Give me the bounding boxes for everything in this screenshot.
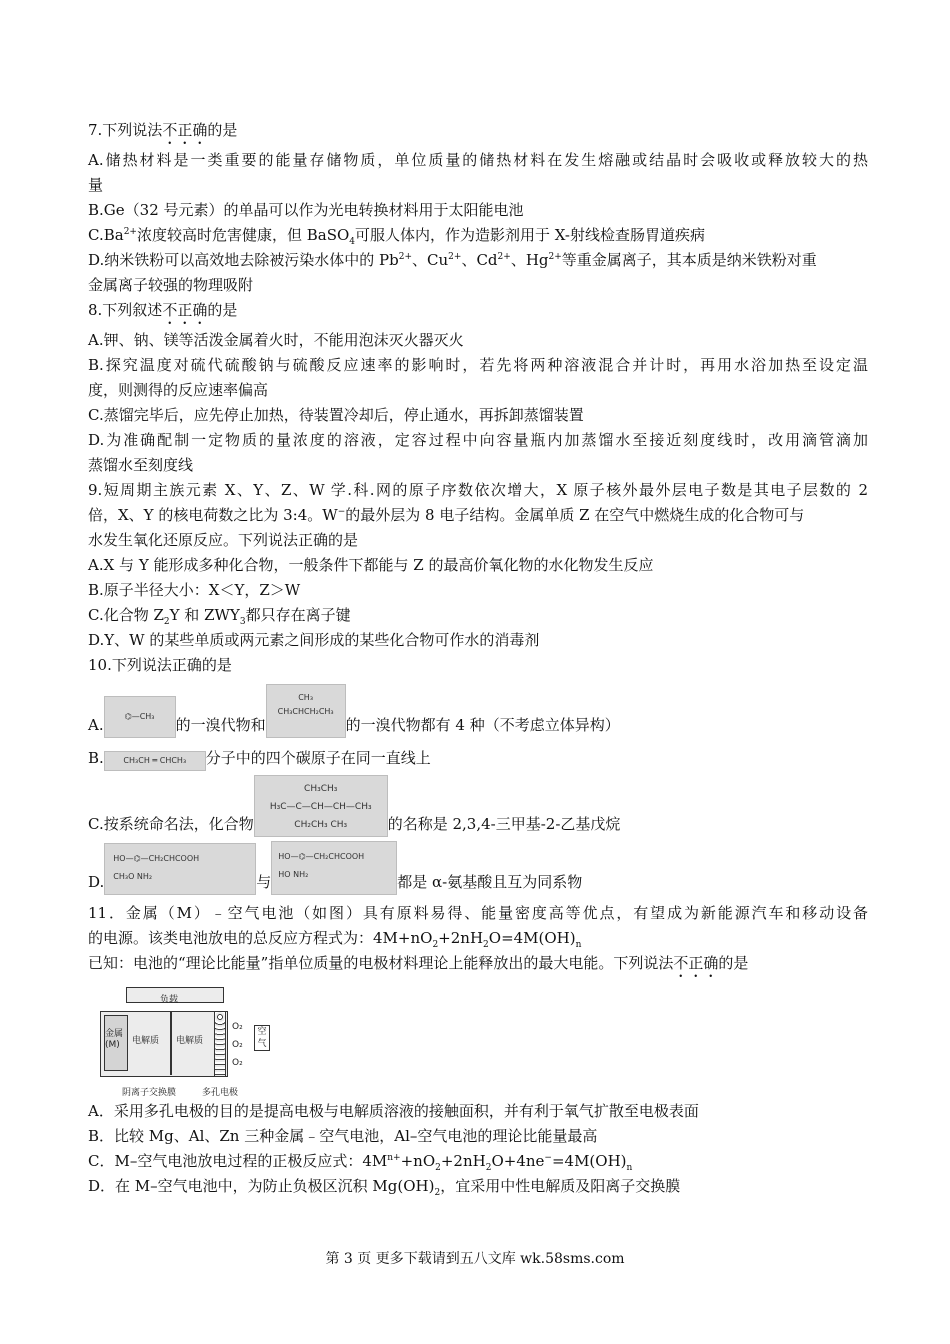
q9-option-c: C.化合物 $Z_2Y$ 和 $ZWY_3$都只存在离子键 [88, 606, 351, 627]
q8-option-d-line2: 蒸馏水至刻度线 [88, 456, 194, 474]
o2-label-2: O₂ [232, 1040, 243, 1050]
membrane-line [170, 1011, 172, 1075]
o2-label-1: O₂ [232, 1022, 243, 1032]
amino-acid-structure-image-1: HO—⌬—CH₂CHCOOH CH₃O NH₂ [104, 843, 256, 895]
q11-stem-line2: 的电源。该类电池放电的总反应方程式为：$4M+nO_2+2nH_2O=4M(OH)_n$ [88, 929, 582, 950]
q8-option-c: C.蒸馏完毕后，应先停止加热，待装置冷却后，停止通水，再拆卸蒸馏装置 [88, 406, 584, 424]
o2-label-3: O₂ [232, 1058, 243, 1068]
q11-option-b: B．比较 Mg、Al、Zn 三种金属﹣空气电池，Al–空气电池的理论比能量最高 [88, 1127, 598, 1145]
membrane-label: 阴离子交换膜 [122, 1088, 177, 1098]
q9-stem-line3: 水发生氧化还原反应。下列说法正确的是 [88, 531, 359, 549]
q11-option-d: D．在 M–空气电池中，为防止负极区沉积 $Mg(OH)_2$，宜采用中性电解质及阳离子交换膜 [88, 1177, 681, 1198]
amino-acid-structure-image-2: HO—⌬—CH₂CHCOOH HO NH₂ [271, 841, 397, 895]
q11-option-c: C．M–空气电池放电过程的正极反应式：$4M^{n+}+nO_2+2nH_2O+4ne^-=4M(OH)_n$ [88, 1152, 633, 1173]
metal-air-battery-diagram [98, 985, 273, 1098]
q10-option-b: B. CH₃CH ═ CHCH₃ 分子中的四个碳原子在同一直线上 [88, 746, 868, 771]
q9-stem-line1: 9.短周期主族元素 X、Y、Z、W 学.科.网的原子序数依次增大，X 原子核外最外层电子数是其电子层数的 2 [88, 481, 868, 499]
q8-option-b-line2: 度，则测得的反应速率偏高 [88, 381, 269, 399]
load-label: 负载 [160, 995, 179, 1005]
2-butene-structure-image: CH₃CH ═ CHCH₃ [104, 751, 206, 771]
q11-stem-line1: 11．金属（M）﹣空气电池（如图）具有原料易得、能量密度高等优点，有望成为新能源汽车和移动设备 [88, 904, 868, 922]
q9-stem-line2: 倍，X、Y 的核电荷数之比为 3:4。W−的最外层为 8 电子结构。金属单质 Z 在空气中燃烧生成的化合物可与 [88, 506, 805, 524]
q9-option-b: B.原子半径大小：X＜Y，Z＞W [88, 581, 301, 599]
q7-option-d-line1: D.纳米铁粉可以高效地去除被污染水体中的 $Pb^{2+}$、$Cu^{2+}$、$Cd^{2+}$、$Hg^{2+}$等重金属离子，其本质是纳米铁粉对重 [88, 251, 817, 269]
q7-option-c: $C.Ba^{2+}$浓度较高时危害健康，但 BaSO$_4$可服人体内，作为造影剂用于 X-射线检查肠胃道疾病 [88, 226, 705, 247]
exam-page [88, 118, 868, 1199]
q7-option-d-line2: 金属离子较强的物理吸附 [88, 276, 254, 294]
q8-stem: 8.下列叙述不正确的是 [88, 301, 238, 319]
q8-option-a: A.钾、钠、镁等活泼金属着火时，不能用泡沫灭火器灭火 [88, 331, 464, 349]
q7-option-a-line1: A.储热材料是一类重要的能量存储物质，单位质量的储热材料在发生熔融或结晶时会吸收或释放较大的热 [88, 151, 868, 169]
electrode-label: 多孔电极 [202, 1088, 239, 1098]
electrolyte-label-1: 电解质 [132, 1036, 160, 1046]
page-footer: 第 3 页 更多下载请到五八文库 wk.58sms.com [325, 1251, 625, 1267]
q9-option-d: D.Y、W 的某些单质或两元素之间形成的某些化合物可作水的消毒剂 [88, 631, 540, 649]
q7-option-a-line2: 量 [88, 176, 104, 194]
q11-option-a: A．采用多孔电极的目的是提高电极与电解质溶液的接触面积，并有利于氧气扩散至电极表面 [88, 1102, 699, 1120]
metal-label: 金属(M) [105, 1029, 124, 1050]
electrolyte-label-2: 电解质 [176, 1036, 204, 1046]
q8-option-d-line1: D.为准确配制一定物质的量浓度的溶液，定容过程中向容量瓶内加蒸馏水至接近刻度线时，改用滴管滴加 [88, 431, 868, 449]
alkane-structure-image: CH₃CH₃ H₃C—C—CH—CH—CH₃ CH₂CH₃ CH₃ [254, 775, 388, 837]
porous-electrode [214, 1011, 226, 1077]
q10-option-c: C.按系统命名法，化合物CH₃CH₃ H₃C—C—CH—CH—CH₃ CH₂CH₃ CH₃ 的名称是 2,3,4-三甲基-2-乙基戊烷 [88, 775, 868, 837]
q11-stem-line3: 已知：电池的“理论比能量”指单位质量的电极材料理论上能释放出的最大电能。下列说法不正确的是 [88, 954, 749, 972]
q7-option-b: B.Ge（32 号元素）的单晶可以作为光电转换材料用于太阳能电池 [88, 201, 524, 219]
q10-option-d: D.HO—⌬—CH₂CHCOOH CH₃O NH₂ 与HO—⌬—CH₂CHCOOH HO NH₂ 都是 α-氨基酸且互为同系物 [88, 841, 868, 895]
q10-option-a: A. ⌬—CH₃ 的一溴代物和CH₃ CH₃CHCH₂CH₃的一溴代物都有 4 种（不考虑立体异构） [88, 684, 868, 738]
q10-stem: 10.下列说法正确的是 [88, 656, 232, 674]
toluene-structure-image: ⌬—CH₃ [104, 696, 176, 738]
q7-stem: 7.下列说法不正确的是 [88, 121, 238, 139]
q8-option-b-line1: B.探究温度对硫代硫酸钠与硫酸反应速率的影响时，若先将两种溶液混合并计时，再用水浴加热至设定温 [88, 356, 868, 374]
q9-option-a: A.X 与 Y 能形成多种化合物，一般条件下都能与 Z 的最高价氧化物的水化物发生反应 [88, 556, 654, 574]
air-label: 空气 [254, 1025, 270, 1051]
isopentane-structure-image: CH₃ CH₃CHCH₂CH₃ [266, 684, 346, 738]
